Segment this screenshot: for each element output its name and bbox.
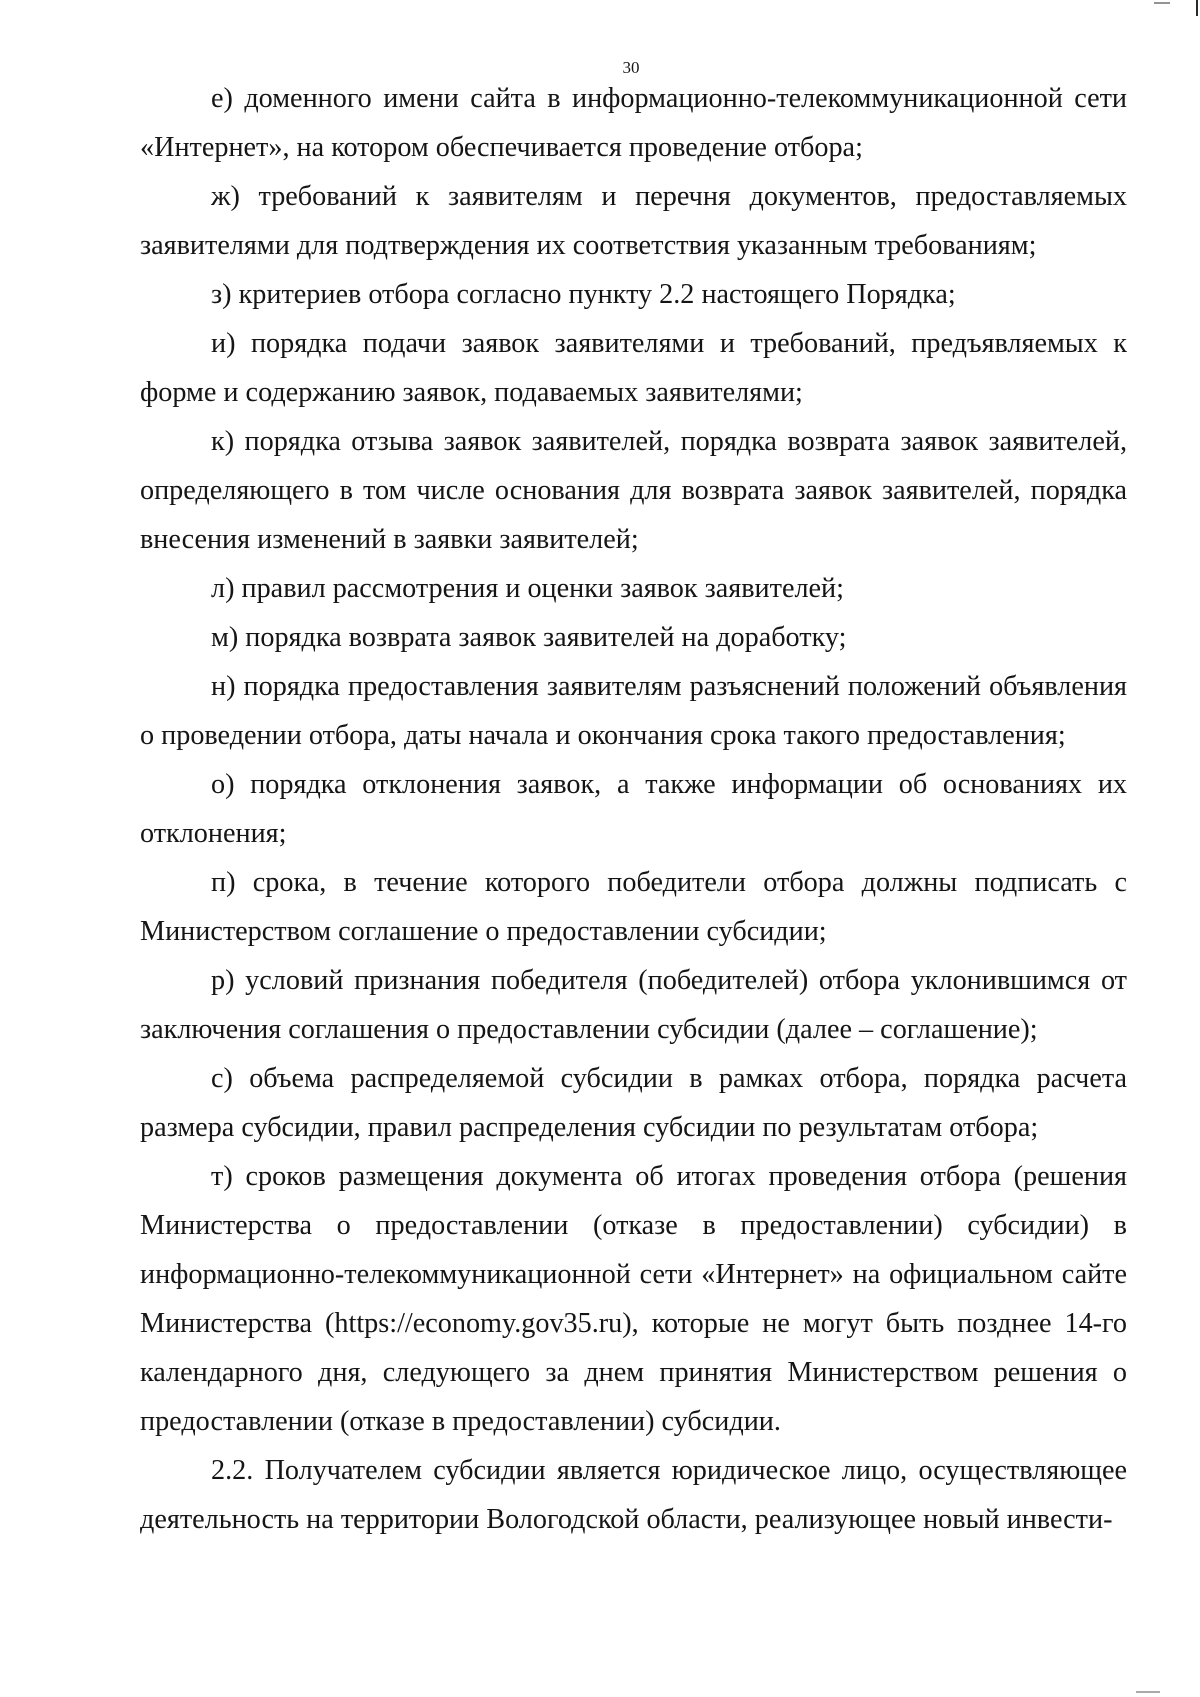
paragraph-2-2: 2.2. Получателем субсидии является юридическое лицо, осуществляющее деятельность на территории Вологодской области, реализующее новый инвести- bbox=[140, 1455, 1127, 1535]
scan-mark-top-right bbox=[1196, 0, 1198, 16]
paragraph-m: м) порядка возврата заявок заявителей на доработку; bbox=[211, 622, 847, 653]
document-body bbox=[140, 74, 1127, 1544]
paragraph-z: з) критериев отбора согласно пункту 2.2 настоящего Порядка; bbox=[211, 279, 956, 310]
paragraph-i: и) порядка подачи заявок заявителями и требований, предъявляемых к форме и содержанию заявок, подаваемых заявителями; bbox=[140, 328, 1127, 408]
scan-mark-top-right-dots bbox=[1154, 2, 1170, 4]
paragraph-l: л) правил рассмотрения и оценки заявок заявителей; bbox=[211, 573, 844, 604]
paragraph-n: н) порядка предоставления заявителям разъяснений положений объявления о проведении отбора, даты начала и окончания срока такого предоставления; bbox=[140, 671, 1127, 751]
paragraph-zh: ж) требований к заявителям и перечня документов, предоставляемых заявителями для подтверждения их соответствия указанным требованиям; bbox=[140, 181, 1127, 261]
page-number: 30 bbox=[622, 58, 640, 77]
paragraph-k: к) порядка отзыва заявок заявителей, порядка возврата заявок заявителей, определяющего в том числе основания для возврата заявок заявителей, порядка внесения изменений в заявки заявителей; bbox=[140, 426, 1127, 555]
scan-mark-bottom-right bbox=[1136, 1691, 1160, 1693]
paragraph-r: р) условий признания победителя (победителей) отбора уклонившимся от заключения соглашения о предоставлении субсидии (далее – соглашение); bbox=[140, 965, 1127, 1045]
paragraph-s: с) объема распределяемой субсидии в рамках отбора, порядка расчета размера субсидии, правил распределения субсидии по результатам отбора; bbox=[140, 1063, 1127, 1143]
paragraph-e: е) доменного имени сайта в информационно-телекоммуникационной сети «Интернет», на котором обеспечивается проведение отбора; bbox=[140, 83, 1127, 163]
paragraph-p: п) срока, в течение которого победители отбора должны подписать с Министерством соглашение о предоставлении субсидии; bbox=[140, 867, 1127, 947]
paragraph-t: т) сроков размещения документа об итогах проведения отбора (решения Министерства о предоставлении (отказе в предоставлении) субсидии) в информационно-телекоммуникационной сети «Интернет» на официальном сайте Министерства (https://economy.gov35.ru), которые не могут быть позднее 14-го календарного дня, следующего за днем принятия Министерством решения о предоставлении (отказе в предоставлении) субсидии. bbox=[140, 1161, 1127, 1437]
paragraph-o: о) порядка отклонения заявок, а также информации об основаниях их отклонения; bbox=[140, 769, 1127, 849]
